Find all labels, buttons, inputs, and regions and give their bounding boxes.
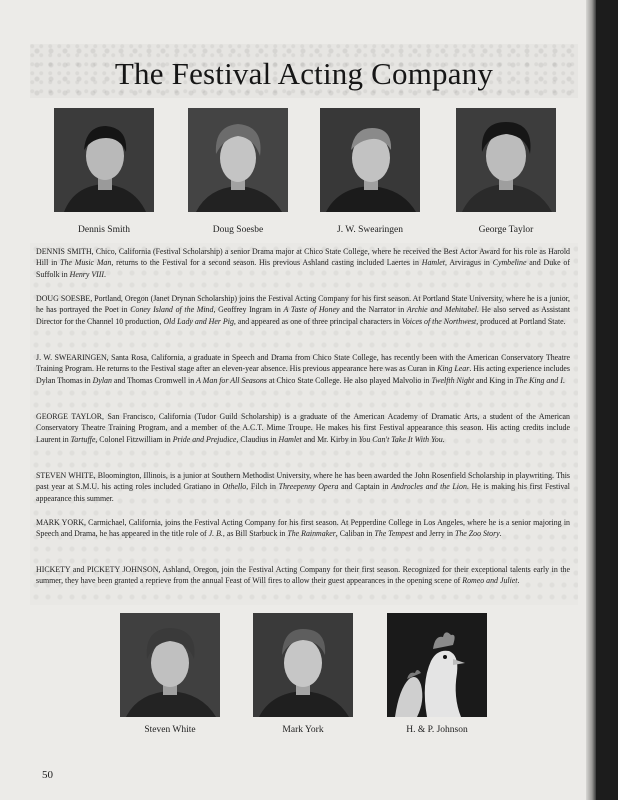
- bio-jw-swearingen: J. W. SWEARINGEN, Santa Rosa, California, a graduate in Speech and Drama from Chico State College, has recently been with the American Conservatory Theatre Training Program. He returns to the Festival stage after an eleven-year absence. His previous appearance here was as Curan in King Lear. His acting experience includes Dylan Thomas in Dylan and Thomas Cromwell in A Man for All Seasons at Chico State College. He also played Malvolio in Twelfth Night and King in The King and I.: [36, 353, 570, 385]
- photo-chickens: [387, 613, 487, 717]
- bio-johnson: HICKETY and PICKETY JOHNSON, Ashland, Oregon, join the Festival Acting Company for their first season. Recognized for their exceptional talents early in the summer, they have been granted a reprieve from the annual Feast of Will fires to allow their guest appearances in the opening scene of Romeo and Juliet.: [36, 565, 570, 586]
- portrait-jw-swearingen: [320, 108, 420, 212]
- caption-jw-swearingen: J. W. Swearingen: [337, 225, 403, 235]
- caption-steven-white: Steven White: [144, 725, 196, 735]
- bio-doug-soesbe: DOUG SOESBE, Portland, Oregon (Janet Drynan Scholarship) joins the Festival Acting Company for his first season. At Portland State University, where he is a junior, he has portrayed the Poet in Coney Island of the Mind, Geoffrey Ingram in A Taste of Honey and the Narrator in Archie and Mehitabel. He also served as Assistant Director for the Channel 10 production, Old Lady and Her Pig, and appeared as one of three principal characters in Voices of the Northwest, produced at Portland State.: [36, 294, 571, 326]
- bio-george-taylor: GEORGE TAYLOR, San Francisco, California (Tudor Guild Scholarship) is a graduate of the American Academy of Dramatic Arts, a student of the American Conservatory Theatre Training Program, and a member of the A.C.T. Mime Troupe. He makes his first Festival appearance this season. His acting credits include Laurent in Tartuffe, Colonel Fitzwilliam in Pride and Prejudice, Claudius in Hamlet and Mr. Kirby in You Can't Take It With You.: [36, 412, 570, 444]
- book-spine-shadow: [586, 0, 596, 800]
- portrait-doug-soesbe: [188, 108, 288, 212]
- portrait-mark-york: [253, 613, 353, 717]
- caption-doug-soesbe: Doug Soesbe: [212, 225, 264, 235]
- bio-steven-white: STEVEN WHITE, Bloomington, Illinois, is a junior at Southern Methodist University, where he has been awarded the John Rosenfield Scholarship in playwriting. This past year at S.M.U. his acting roles included Gratiano in Othello, Filch in Threepenny Opera and Captain in Androcles and the Lion. He is making his first Festival appearance this summer.: [36, 471, 570, 503]
- page-number: 50: [42, 769, 53, 781]
- portrait-steven-white: [120, 613, 220, 717]
- bio-mark-york: MARK YORK, Carmichael, California, joins the Festival Acting Company for his first season. At Pepperdine College in Los Angeles, where he is a senior majoring in Speech and Drama, he has appeared in the title role of J. B., as Bill Starbuck in The Rainmaker, Caliban in The Tempest and Jerry in The Zoo Story.: [36, 518, 570, 539]
- portrait-dennis-smith: [54, 108, 154, 212]
- caption-dennis-smith: Dennis Smith: [78, 225, 130, 235]
- bio-dennis-smith: DENNIS SMITH, Chico, California (Festival Scholarship) a senior Drama major at Chico State College, where he received the Best Actor Award for his role as Harold Hill in The Music Man, returns to the Festival for a second season. His previous Ashland casting included Laertes in Hamlet, Arviragus in Cymbeline and Duke of Suffolk in Henry VIII.: [36, 247, 570, 279]
- caption-mark-york: Mark York: [282, 725, 324, 735]
- portrait-george-taylor: [456, 108, 556, 212]
- caption-johnson: H. & P. Johnson: [406, 725, 468, 735]
- page-title: The Festival Acting Company: [114, 56, 494, 91]
- caption-george-taylor: George Taylor: [478, 225, 534, 235]
